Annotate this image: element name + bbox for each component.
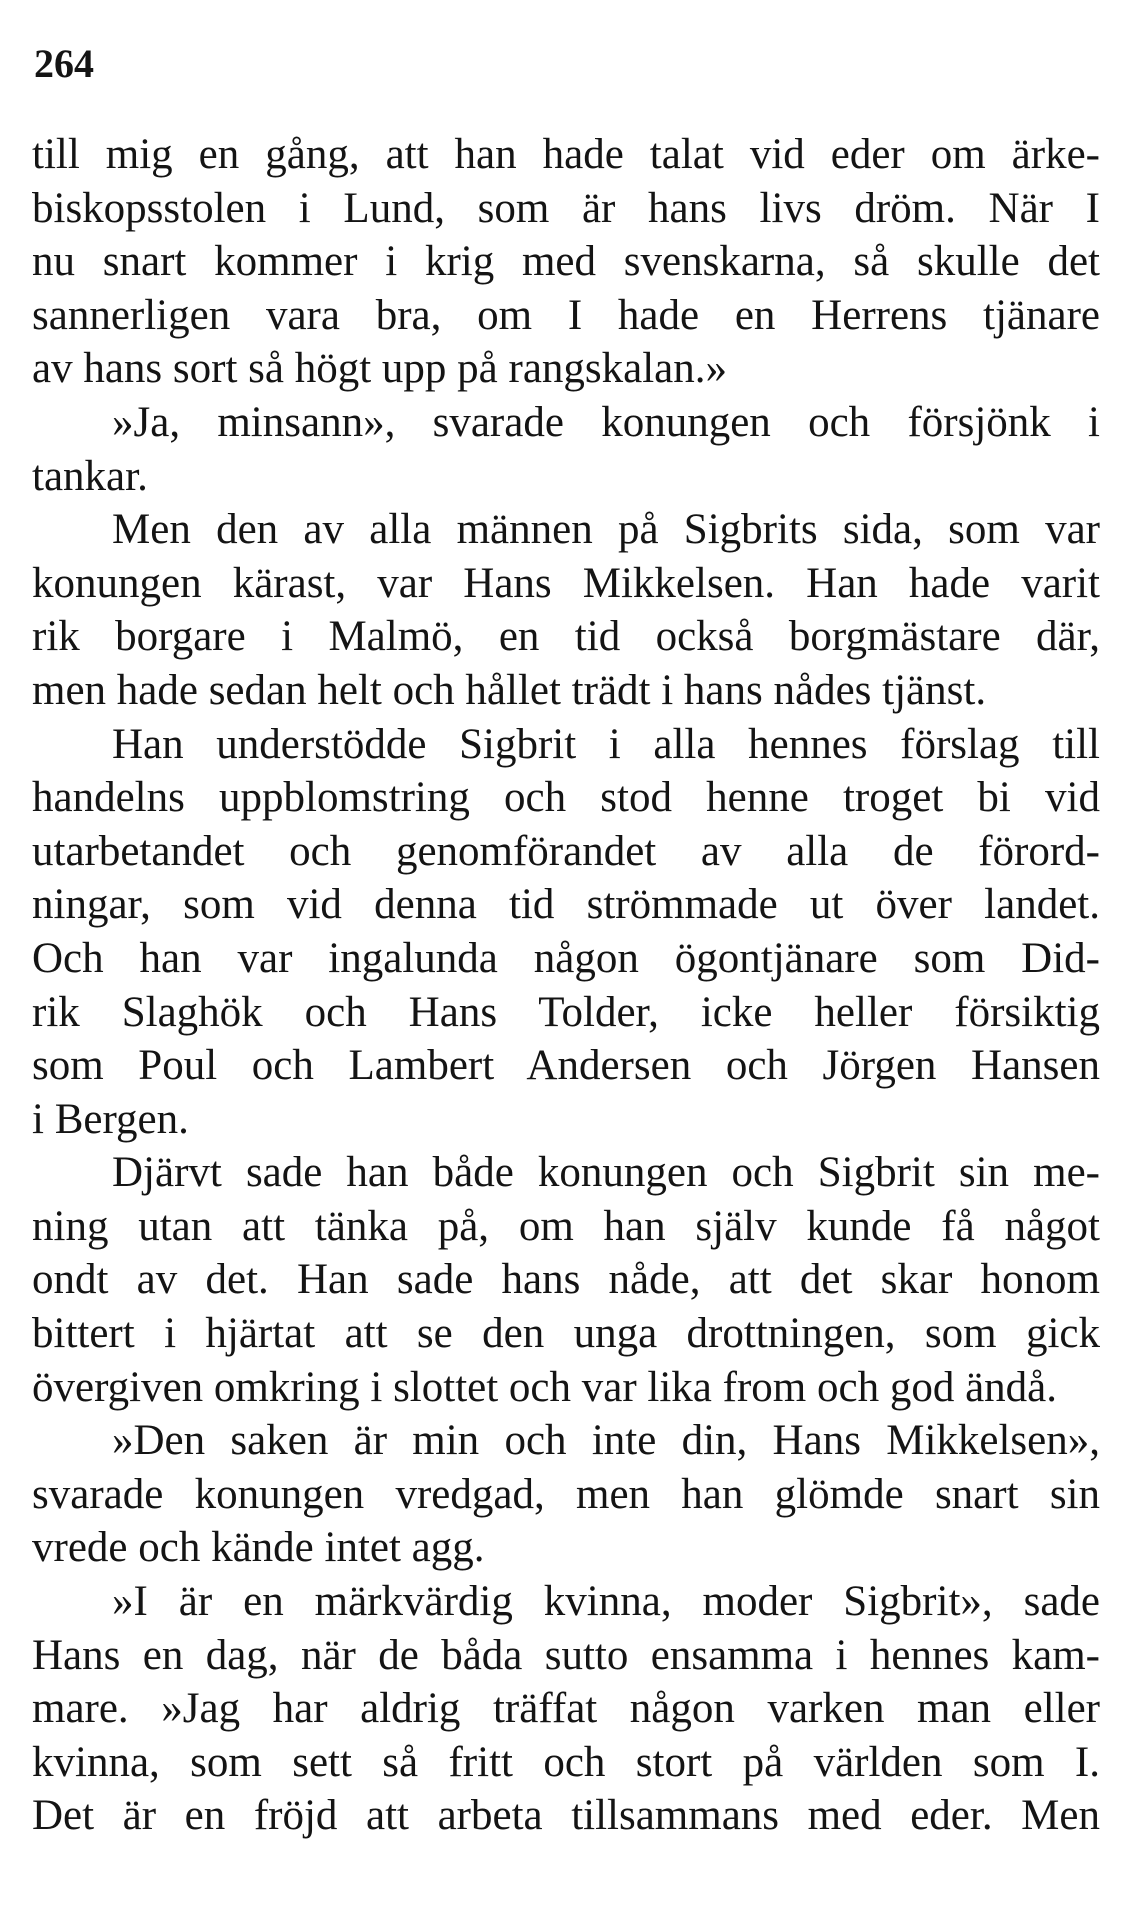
text-line: tankar.	[32, 452, 148, 500]
text-line: som Poul och Lambert Andersen och Jörgen Hansen	[32, 1042, 1100, 1090]
text-line: Hans en dag, när de båda sutto ensamma i hennes kam-	[32, 1631, 1100, 1679]
text-line: »Den saken är min och inte din, Hans Mikkelsen»,	[112, 1417, 1100, 1465]
page-number: 264	[34, 41, 94, 86]
text-line: Men den av alla männen på Sigbrits sida, som var	[112, 506, 1100, 554]
text-line: kvinna, som sett så fritt och stort på världen som I.	[32, 1738, 1100, 1786]
text-line: av hans sort så högt upp på rangskalan.»	[32, 345, 728, 393]
text-line: rik borgare i Malmö, en tid också borgmästare där,	[32, 613, 1100, 661]
text-line: bittert i hjärtat att se den unga drottningen, som gick	[32, 1310, 1100, 1358]
text-line: »I är en märkvärdig kvinna, moder Sigbrit», sade	[112, 1578, 1100, 1626]
text-line: sannerligen vara bra, om I hade en Herrens tjänare	[32, 291, 1100, 339]
text-line: svarade konungen vredgad, men han glömde snart sin	[32, 1470, 1100, 1518]
body-text	[32, 128, 1100, 1843]
text-line: utarbetandet och genomförandet av alla de förord-	[32, 827, 1100, 875]
text-line: Han understödde Sigbrit i alla hennes förslag till	[112, 720, 1100, 768]
text-line: Och han var ingalunda någon ögontjänare som Did-	[32, 934, 1100, 982]
text-line: ningar, som vid denna tid strömmade ut över landet.	[32, 881, 1100, 929]
text-line: nu snart kommer i krig med svenskarna, så skulle det	[32, 238, 1100, 286]
text-line: biskopsstolen i Lund, som är hans livs dröm. När I	[32, 184, 1100, 232]
text-line: i Bergen.	[32, 1095, 189, 1143]
text-line: Det är en fröjd att arbeta tillsammans med eder. Men	[32, 1792, 1100, 1840]
text-line: mare. »Jag har aldrig träffat någon varken man eller	[32, 1685, 1100, 1733]
text-line: ondt av det. Han sade hans nåde, att det skar honom	[32, 1256, 1100, 1304]
text-line: »Ja, minsann», svarade konungen och försjönk i	[112, 398, 1100, 446]
text-line: vrede och kände intet agg.	[32, 1524, 485, 1572]
text-line: övergiven omkring i slottet och var lika from och god ändå.	[32, 1363, 1057, 1411]
text-line: Djärvt sade han både konungen och Sigbrit sin me-	[112, 1149, 1100, 1197]
text-line: handelns uppblomstring och stod henne troget bi vid	[32, 774, 1100, 822]
text-line: ning utan att tänka på, om han själv kunde få något	[32, 1202, 1100, 1250]
text-line: konungen kärast, var Hans Mikkelsen. Han hade varit	[32, 559, 1100, 607]
text-line: till mig en gång, att han hade talat vid eder om ärke-	[32, 131, 1100, 178]
text-line: rik Slaghök och Hans Tolder, icke heller försiktig	[32, 988, 1100, 1036]
text-line: men hade sedan helt och hållet trädt i hans nådes tjänst.	[32, 666, 987, 714]
